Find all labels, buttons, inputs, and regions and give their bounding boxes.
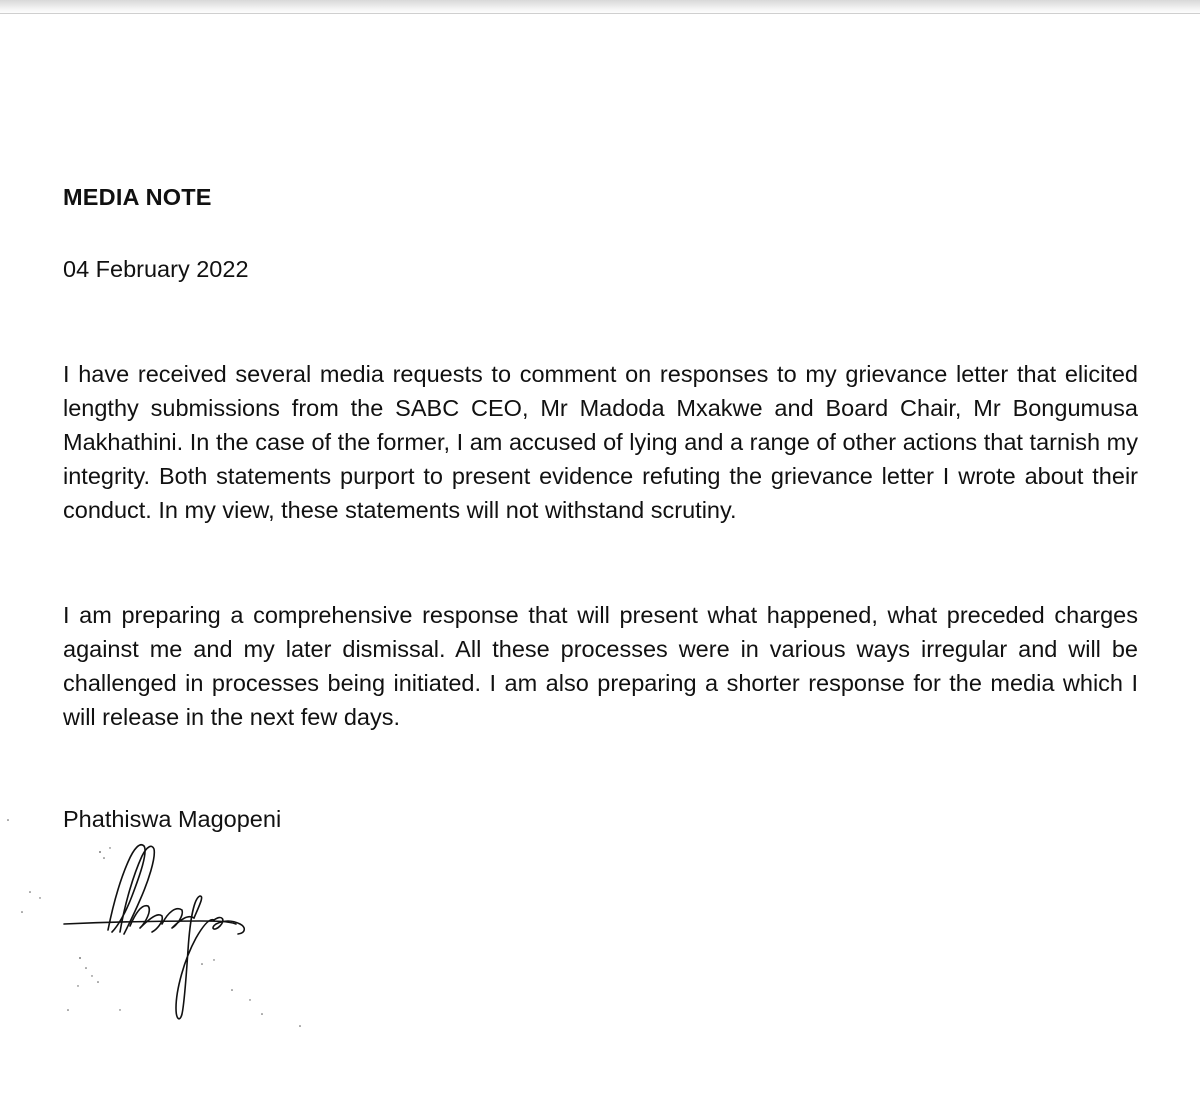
paragraph-2: I am preparing a comprehensive response that will present what happened, what preceded charges against me and my later dismissal. All these processes were in various ways irregular and will be challenged in processes being initiated. I am also preparing a shorter response for the media which I will release in the next few days. bbox=[63, 602, 1138, 730]
letter-heading: MEDIA NOTE bbox=[63, 184, 212, 210]
signer-name: Phathiswa Magopeni bbox=[63, 806, 282, 832]
page-top-edge bbox=[0, 0, 1200, 14]
handwritten-signature-icon bbox=[0, 800, 330, 1040]
page-top-edge-line bbox=[0, 13, 1200, 14]
letter-date: 04 February 2022 bbox=[63, 256, 249, 282]
paragraph-1: I have received several media requests to comment on responses to my grievance letter that elicited lengthy submissions from the SABC CEO, Mr Madoda Mxakwe and Board Chair, Mr Bongumusa Makhathini. In the case of the former, I am accused of lying and a range of other actions that tarnish my integrity. Both statements purport to present evidence refuting the grievance letter I wrote about their conduct. In my view, these statements will not withstand scrutiny. bbox=[63, 361, 1138, 523]
